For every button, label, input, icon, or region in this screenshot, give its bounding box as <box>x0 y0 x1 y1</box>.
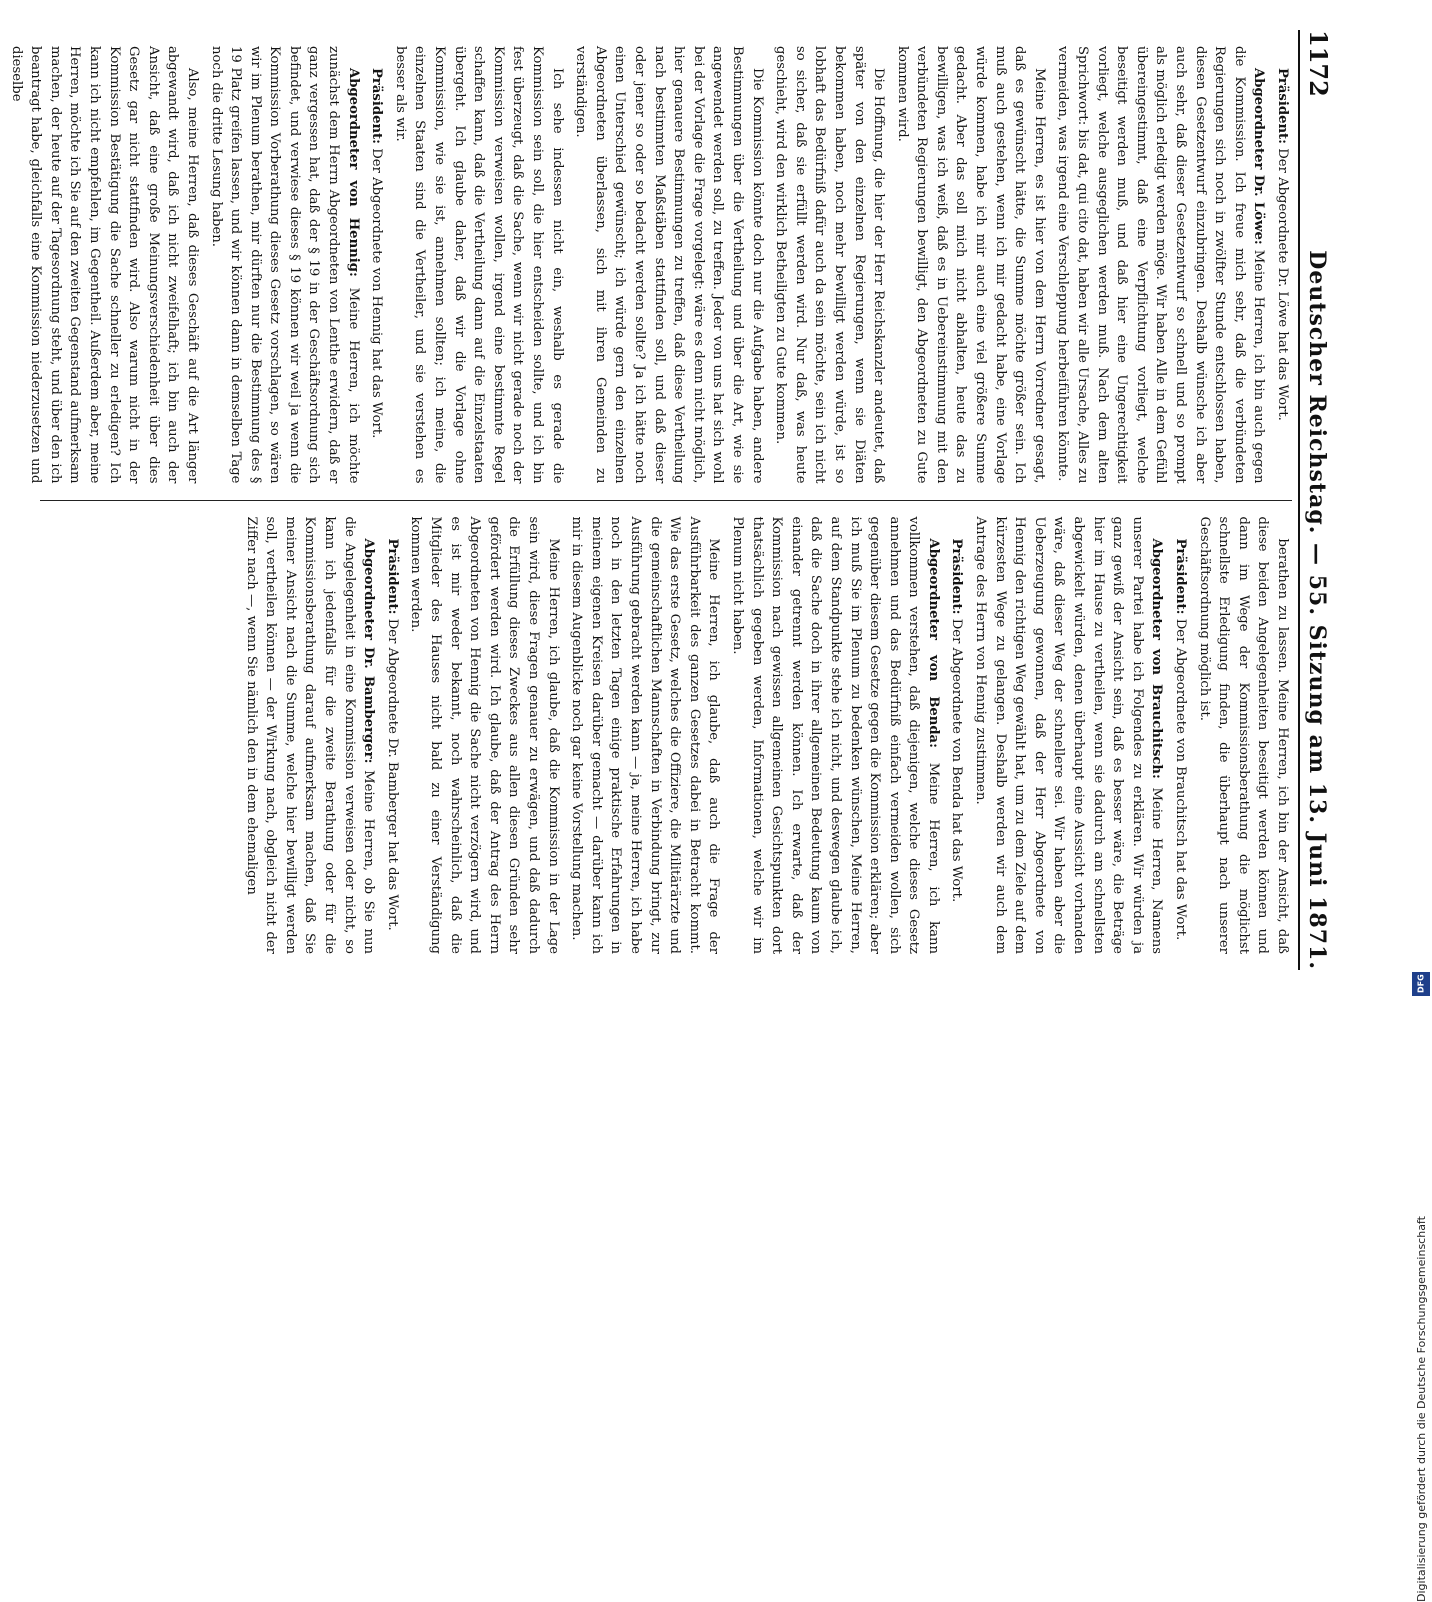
paragraph-text: Meine Herren, ob Sie nun die Angelegenheit in eine Kommission verweisen oder nicht, so kann ich jedenfalls für die zweite Berathung oder für die Kommissionsberathung darauf aufmerksam machen, daß Sie meiner Ansicht nach die Summe, welche hier bewilligt werden soll, vertheilen können — der Wirkung nach, obgleich nicht der Ziffer nach —, wenn Sie nämlich den in dem ehemaligen <box>243 516 377 954</box>
paragraph-text: Der Abgeordnete von Brauchitsch hat das Wort. <box>1173 618 1189 941</box>
paragraph-text: Meine Herren, ich kann vollkommen verstehen, daß diejenigen, welche dieses Gesetz annehmen und das Bedürfniß einfach vermeiden wollen, sich gegenüber diesem Gesetze gegen die Kommission erklären; aber ich muß Sie im Plenum zu bedenken wünschen, Meine Herren, auf dem Standpunkte stehe ich nicht, und deswegen glaube ich, daß die Sache doch in ihrer allgemeinen Bedeutung kaum von einander getrennt werden können. Ich erwarte, daß der Kommission nach gewissen allgemeinen Gesichtspunkten dort thatsächlich gegeben werden, Informationen, welche wir im Plenum nicht haben. <box>729 516 941 954</box>
digitization-note-text: Digitalisierung gefördert durch die Deutsche Forschungsgemeinschaft <box>1415 1216 1428 1602</box>
paragraph-text: Der Abgeordnete Dr. Bamberger hat das Wort. <box>384 618 400 931</box>
paragraph <box>947 517 967 955</box>
paragraph <box>406 517 563 955</box>
dfg-logo: DFG <box>1412 972 1430 996</box>
page-title: Deutscher Reichstag. — 55. Sitzung am 13. Juni 1871. <box>1304 250 1330 970</box>
paragraph <box>1194 517 1292 955</box>
paragraph <box>390 46 566 484</box>
paragraph-text: Also, meine Herren, daß dieses Geschäft auf die Art länger abgewandt wird, daß ich nicht zweifelhaft; ich bin auch der Ansicht, daß eine große Meinungsverschiedenheit über dies Gesetz gar nicht stattfinden wird. Also warum nicht in der Kommission Bestätigung die Sache schneller zu erledigen? Ich kann ich nicht empfehlen, im Gegentheil. Außerdem aber, meine Herren, möchte ich Sie auf den zweiten Gegenstand aufmerksam machen, der heute auf der Tagesordnung steht, und über den ich beantragt habe, gleichfalls eine Kommission niederzusetzen und dieselbe <box>8 46 200 484</box>
paragraph <box>6 46 202 484</box>
paragraph <box>771 46 889 484</box>
speaker-name: Abgeordneter Dr. Löwe: <box>1251 68 1267 245</box>
paragraph-text: Meine Herren, ich möchte zunächst dem Herrn Abgeordneten von Lenthe erwidern, daß er ganz vergessen hat, daß der § 19 in der Geschäftsordnung sich befindet, und verwiese dieses § 19 können wir weil ja wenn die Kommission Vorberathung dieses Gesetz vorschlagen, so wären wir im Plenum berathen, mir dürften nur die Bestimmung des § 19 Platz greifen lassen, und wir können dann in demselben Tage noch die dritte Lesung haben. <box>208 46 361 484</box>
paragraph <box>1272 46 1292 484</box>
paragraph <box>1170 517 1190 955</box>
paragraph <box>382 517 402 955</box>
paragraph <box>1053 46 1269 484</box>
speaker-name: Präsident: <box>384 538 400 615</box>
paragraph <box>567 517 724 955</box>
page-header <box>1298 30 1344 970</box>
paragraph-text: Der Abgeordnete Dr. Löwe hat das Wort. <box>1275 148 1290 421</box>
paragraph-text: Die Hoffnung, die hier der Herr Reichskanzler andeutet, daß später von den einzelnen Regierungen, wenn sie Diäten bekommen haben, noch mehr bewilligt werden würde, ist so lobhaft das Bedürfniß dafür auch da sein möchte, sein ich nicht so sicher, daß sie erfüllt werden wird. Nur daß, was heute geschieht, wird den wirklich Betheiligten zu Gute kommen. <box>773 46 887 484</box>
speaker-name: Abgeordneter Dr. Bamberger: <box>361 538 377 764</box>
paragraph-text: Meine Herren, Namens unserer Partei habe ich Folgendes zu erklären. Wir würden ja ganz gewiß der Ansicht sein, daß es besser wäre, die Beträge hier im Hause zu vertheilen, wenn sie dadurch am schnellsten abgewickelt würden, denen überhaupt eine Aussicht vorhanden wäre, daß dieser Weg der schnellere sei. Wir haben aber die Ueberzeugung gewonnen, daß der Herr Abgeordnete von Hennig den richtigen Weg gewählt hat, um zu dem Ziele auf dem kürzesten Wege zu gelangen. Deshalb werden wir auch dem Antrage des Herrn von Hennig zustimmen. <box>973 516 1165 954</box>
left-column <box>8 30 1292 500</box>
paragraph <box>892 46 1049 484</box>
paragraph <box>206 46 363 484</box>
paragraph-text: berathen zu lassen. Meine Herren, ich bin der Ansicht, daß diese beiden Angelegenheiten beseitigt werden können und dann im Wege der Kommissionsberathung die möglichst schnellste Erledigung finden, die überhaupt nach unserer Geschäftsordnung möglich ist. <box>1196 516 1290 954</box>
speaker-name: Präsident: <box>1173 538 1189 615</box>
paragraph <box>571 46 767 484</box>
paragraph-text: Meine Herren, ich bin auch gegen die Kommission. Ich freue mich sehr, daß die verbündeten Regierungen sich noch in zwölfter Stunde entschlossen haben, diesen Gesetzentwurf einzubringen. Deshalb wünsche ich aber auch sehr, daß dieser Gesetzentwurf so schnell und so prompt als möglich erledigt werden möge. Wir haben Alle in dem Gefühl übereingestimmt, daß eine Verpflichtung vorliegt, welche beseitigt werden muß, und daß hier eine Ungerechtigkeit vorliegt, welche ausgeglichen werden muß. Nach dem alten Sprichwort: bis dat, qui cito dat, haben wir alle Ursache, Alles zu vermeiden, was irgend eine Verschleppung herbeiführen könnte. <box>1055 46 1267 484</box>
paragraph <box>367 46 387 484</box>
speaker-name: Präsident: <box>1275 68 1290 145</box>
paragraph-text: Der Abgeordnete von Hennig hat das Wort. <box>369 148 385 439</box>
speaker-name: Abgeordneter von Benda: <box>925 538 941 748</box>
speaker-name: Abgeordneter von Brauchitsch: <box>1149 538 1165 779</box>
paragraph-text: Die Kommission könnte doch nur die Aufgabe haben, andere Bestimmungen über die Vertheilung und über die Art, wie sie angewendet werden soll, zu treffen. Jeder von uns hat sich wohl bei der Vorlage die Frage vorgelegt: wäre es denn nicht möglich, hier genauere Bestimmungen zu treffen, daß diese Vertheilung nach bestimmten Maßstäben stattfinden soll, und daß dieser oder jener so oder so bedacht werden sollte? Ja ich hätte noch einen Unterschied gewünscht; ich würde gern den einzelnen Abgeordneten überlassen, sich mit ihren Gemeinden zu verständigen. <box>573 46 765 484</box>
paragraph <box>241 517 378 955</box>
paragraph-text: Meine Herren, es ist hier von dem Herrn Vorredner gesagt, daß es gewünscht hätte, die Summe möchte größer sein. Ich muß auch gestehen, wenn ich mir gedacht habe, eine Vorlage würde kommen, habe ich mir auch eine viel größere Summe gedacht. Aber das soll mich nicht abhalten, heute das zu bewilligen, was ich weiß, daß es in Uebereinstimmung mit den verbündeten Regierungen bewilligt, den Abgeordneten zu Gute kommen wird. <box>894 46 1047 484</box>
paragraph-text: Meine Herren, ich glaube, daß die Kommission in der Lage sein wird, diese Fragen genauer zu erwägen, und daß dadurch die Erfüllung dieses Zweckes aus allen diesen Gründen sehr gefördert werden wird. Ich glaube, daß der Antrag des Herrn Abgeordneten von Hennig die Sache nicht verzögern wird, und es ist mir weder bekannt, noch wahrscheinlich, daß die Mitglieder des Hauses nicht bald zu einer Verständigung kommen werden. <box>408 516 561 954</box>
paragraph <box>971 517 1167 955</box>
speaker-name: Präsident: <box>369 68 385 145</box>
paragraph-text: Meine Herren, ich glaube, daß auch die Frage der Ausführbarkeit des ganzen Gesetzes dabei in Betracht kommt. Wie das erste Gesetz, welches die Offiziere, die Militärärzte und die gemeinschaftlichen Mannschaften in Verbindung bringt, zur Ausführung gebracht werden kann — ja, meine Herren, ich habe noch in den letzten Tagen einige praktische Erfahrungen in meinem eigenen Kreisen darüber gemacht — darüber kann ich mir in diesem Augenblicke noch gar keine Vorstellung machen. <box>569 516 722 954</box>
right-column <box>40 500 1292 971</box>
paragraph <box>727 517 943 955</box>
text-columns <box>8 30 1292 970</box>
page-number: 1172 <box>1304 30 1333 97</box>
paragraph-text: Ich sehe indessen nicht ein, weshalb es gerade die Kommission sein soll, die hier entscheiden sollte, und ich bin fest überzeugt, daß die Sache, wenn wir nicht gerade noch der Kommission verweisen wollen, irgend eine bestimmte Regel schaffen kann, daß die Vertheilung dann auf die Einzelstaaten übergeht. Ich glaube daher, daß wir die Vorlage ohne Kommission, wie sie ist, annehmen sollten; ich meine, die einzelnen Staaten sind die Vertheiler, und sie verstehen es besser als wir. <box>392 46 565 484</box>
paragraph-text: Der Abgeordnete von Benda hat das Wort. <box>949 618 965 903</box>
digitization-note <box>1412 608 1432 1602</box>
speaker-name: Präsident: <box>949 538 965 615</box>
speaker-name: Abgeordneter von Hennig: <box>345 68 361 277</box>
